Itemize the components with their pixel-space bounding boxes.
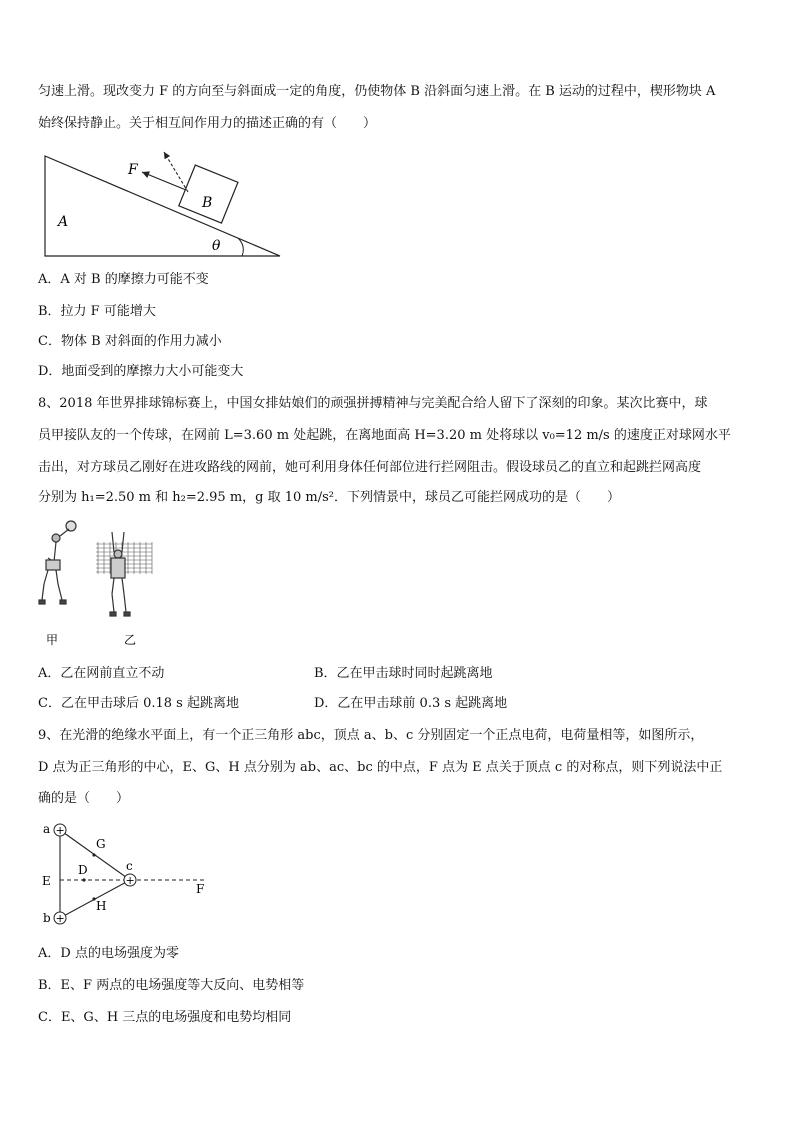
q9-text-line-3: 确的是（ ）	[38, 791, 130, 806]
q7-option-c: C．物体 B 对斜面的作用力减小	[38, 334, 222, 349]
wedge-a	[45, 156, 280, 256]
label-h: H	[96, 899, 107, 913]
label-b: B	[202, 195, 213, 211]
q9-option-c: C．E、G、H 三点的电场强度和电势均相同	[38, 1010, 292, 1025]
q9-triangle-figure	[38, 818, 228, 930]
q7-text-line-2: 始终保持静止。关于相互间作用力的描述正确的有（ ）	[38, 116, 377, 131]
charge-a	[54, 824, 66, 837]
q8-text-line-3: 击出，对方球员乙刚好在进攻路线的网前，她可利用身体任何部位进行拦网阻击。假设球员乙的直立和起跳拦网高度	[38, 460, 702, 475]
charge-b	[54, 912, 66, 925]
svg-text:+: +	[55, 912, 65, 925]
label-f: F	[128, 162, 138, 178]
q7-option-b: B．拉力 F 可能增大	[38, 304, 156, 319]
q8-text-line-1: 8、2018 年世界排球锦标赛上，中国女排姑娘们的顽强拼搏精神与完美配合给人留下了深刻的印象。某次比赛中，球	[38, 396, 708, 411]
q8-text-line-2: 员甲接队友的一个传球，在网前 L=3.60 m 处起跳，在离地面高 H=3.20 m 处将球以 v₀=12 m/s 的速度正对球网水平	[38, 428, 731, 443]
q9-text-line-1: 9、在光滑的绝缘水平面上，有一个正三角形 abc，顶点 a、b、c 分别固定一个正点电荷，电荷量相等，如图所示，	[38, 728, 704, 743]
q7-text-line-1: 匀速上滑。现改变力 F 的方向至与斜面成一定的角度，仍使物体 B 沿斜面匀速上滑。在 B 运动的过程中，楔形物块 A	[38, 84, 716, 99]
q8-volleyball-figure	[34, 518, 164, 650]
q9-option-b: B．E、F 两点的电场强度等大反向、电势相等	[38, 978, 305, 993]
label-g: G	[96, 837, 106, 851]
svg-text:+: +	[125, 874, 135, 887]
charge-c	[124, 874, 136, 887]
q9-option-a: A．D 点的电场强度为零	[38, 946, 179, 961]
q7-option-a: A．A 对 B 的摩擦力可能不变	[38, 272, 209, 287]
label-jia: 甲	[46, 633, 59, 647]
q8-text-line-4: 分别为 h₁=2.50 m 和 h₂=2.95 m，g 取 10 m/s²．下列情景中，球员乙可能拦网成功的是（ ）	[38, 490, 621, 505]
q8-option-d: D．乙在甲击球前 0.3 s 起跳离地	[314, 696, 508, 711]
label-c: c	[126, 859, 133, 873]
q9-text-line-2: D 点为正三角形的中心，E、G、H 点分别为 ab、ac、bc 的中点，F 点为 E 点关于顶点 c 的对称点，则下列说法中正	[38, 760, 723, 775]
label-yi: 乙	[124, 633, 137, 647]
q8-option-a: A．乙在网前直立不动	[38, 666, 165, 681]
q7-option-d: D．地面受到的摩擦力大小可能变大	[38, 364, 244, 379]
label-e: E	[42, 874, 51, 888]
label-theta: θ	[212, 238, 221, 254]
player-jia	[39, 521, 76, 604]
point-d	[82, 878, 85, 881]
label-a: a	[43, 822, 51, 836]
label-b: b	[43, 911, 51, 925]
point-g	[92, 853, 95, 856]
q8-option-c: C．乙在甲击球后 0.18 s 起跳离地	[38, 696, 239, 711]
label-f: F	[196, 882, 205, 896]
force-f-arrow	[142, 172, 186, 190]
q7-incline-figure	[38, 150, 288, 262]
player-yi	[110, 532, 130, 616]
equilateral-triangle	[60, 830, 130, 918]
label-d: D	[78, 863, 88, 877]
label-a: A	[58, 214, 69, 230]
svg-text:+: +	[55, 824, 65, 837]
q8-option-b: B．乙在甲击球时同时起跳离地	[314, 666, 493, 681]
